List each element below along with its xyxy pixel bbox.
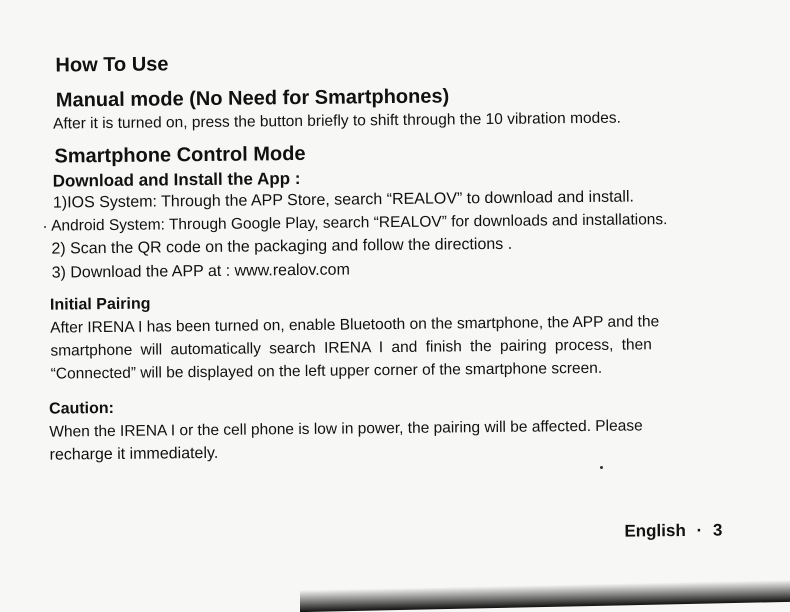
smartphone-mode-title: Smartphone Control Mode xyxy=(54,142,306,168)
footer-page-number: 3 xyxy=(712,520,723,540)
pairing-line: “Connected” will be displayed on the left upper corner of the smartphone screen. xyxy=(50,359,603,383)
footer-separator: · xyxy=(696,520,703,540)
caution-line: When the IRENA I or the cell phone is low in power, the pairing will be affected. Please xyxy=(49,417,643,441)
manual-mode-title: Manual mode (No Need for Smartphones) xyxy=(55,85,450,112)
caution-line: recharge it immediately. xyxy=(49,444,219,464)
pairing-line: After IRENA I has been turned on, enable Bluetooth on the smartphone, the APP and the xyxy=(50,313,660,337)
download-app-instruction: 3) Download the APP at : www.realov.com xyxy=(51,261,350,282)
pairing-line: smartphone will automatically search IRENA I and finish the pairing process, then xyxy=(50,336,652,360)
scan-qr-instruction: 2) Scan the QR code on the packaging and follow the directions . xyxy=(51,235,513,258)
paper-fleck xyxy=(600,466,603,469)
footer-language: English xyxy=(624,520,686,541)
ios-instruction: 1)IOS System: Through the APP Store, search “REALOV” to download and install. xyxy=(52,188,635,212)
page-footer xyxy=(624,521,722,542)
caution-title: Caution: xyxy=(48,399,115,418)
download-install-subtitle: Download and Install the App : xyxy=(52,168,301,191)
paper-fleck xyxy=(44,226,46,228)
android-instruction: Android System: Through Google Play, search “REALOV” for downloads and installations. xyxy=(51,211,668,235)
initial-pairing-title: Initial Pairing xyxy=(49,295,151,314)
page-heading: How To Use xyxy=(55,53,169,77)
manual-mode-text: After it is turned on, press the button briefly to shift through the 10 vibration modes. xyxy=(53,109,621,133)
